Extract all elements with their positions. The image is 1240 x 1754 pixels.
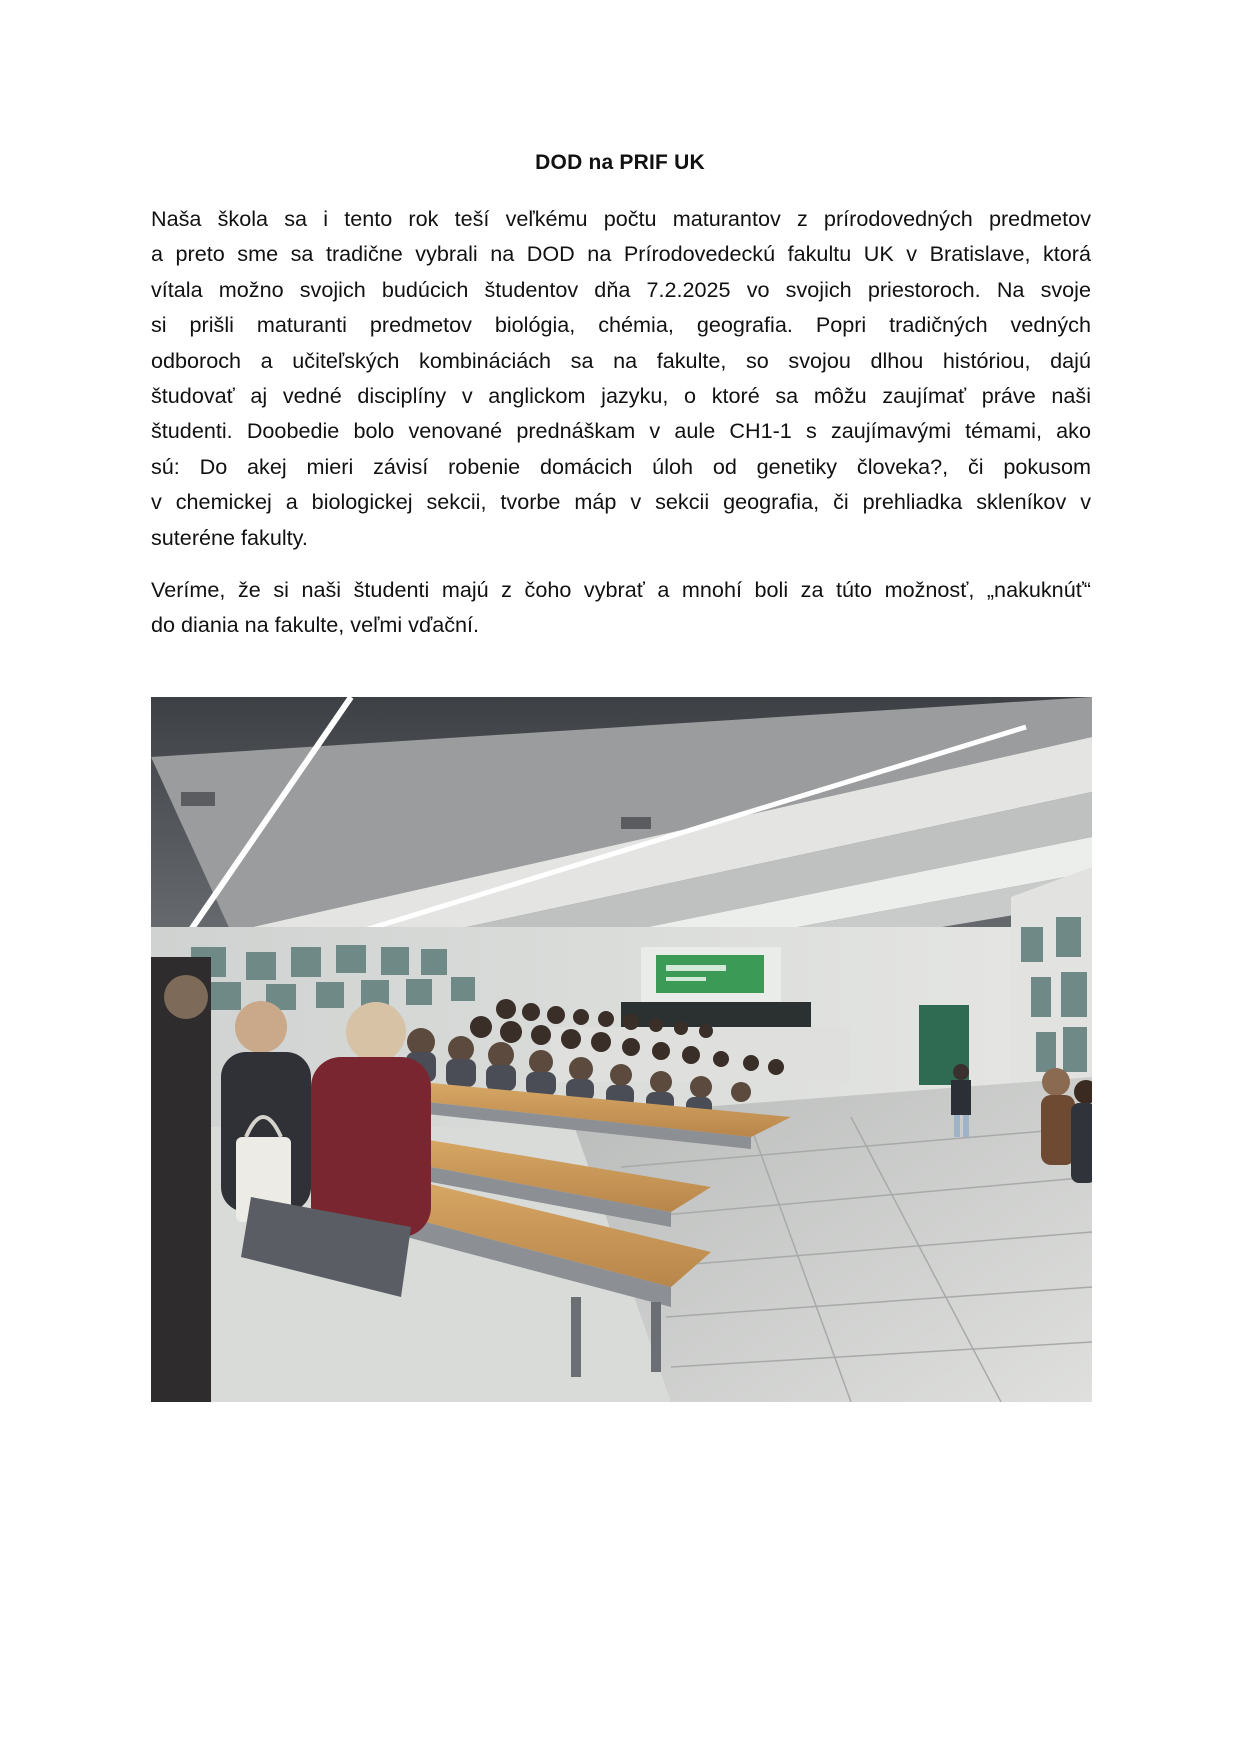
paragraph-line: vítala možno svojich budúcich študentov dňa 7.2.2025 vo svojich priestoroch. Na svoje [151,276,1091,302]
paragraph-line: suteréne fakulty. [151,524,308,550]
paragraph-line: študenti. Doobedie bolo venované prednáškam v aule CH1-1 s zaujímavými témami, ako [151,418,1091,444]
document-title: DOD na PRIF UK [535,151,705,174]
paragraph-line: a preto sme sa tradične vybrali na DOD na Prírodovedeckú fakultu UK v Bratislave, ktorá [151,241,1091,267]
paragraph-2 [151,572,1091,643]
paragraph-line: Veríme, že si naši študenti majú z čoho vybrať a mnohí boli za túto možnosť, „nakuknúť“ [151,577,1091,602]
paragraph-line: do diania na fakulte, veľmi vďační. [151,612,480,638]
paragraph-line: sú: Do akej mieri závisí robenie domácich úloh od genetiky človeka?, či pokusom [151,453,1091,479]
lecture-hall-illustration [151,697,1092,1402]
paragraph-line: si prišli maturanti predmetov biológia, chémia, geografia. Popri tradičných vedných [151,312,1091,338]
paragraph-1 [151,201,1091,555]
paragraph-line: v chemickej a biologickej sekcii, tvorbe máp v sekcii geografia, či prehliadka skleníkov v [151,489,1091,515]
paragraph-line: Naša škola sa i tento rok teší veľkému počtu maturantov z prírodovedných predmetov [151,206,1091,231]
paragraph-line: študovať aj vedné disciplíny v anglickom jazyku, o ktoré sa môžu zaujímať práve naši [151,383,1091,409]
paragraph-line: odboroch a učiteľských kombináciách sa na fakulte, so svojou dlhou históriou, dajú [151,347,1091,373]
lecture-hall-photo [151,697,1092,1402]
